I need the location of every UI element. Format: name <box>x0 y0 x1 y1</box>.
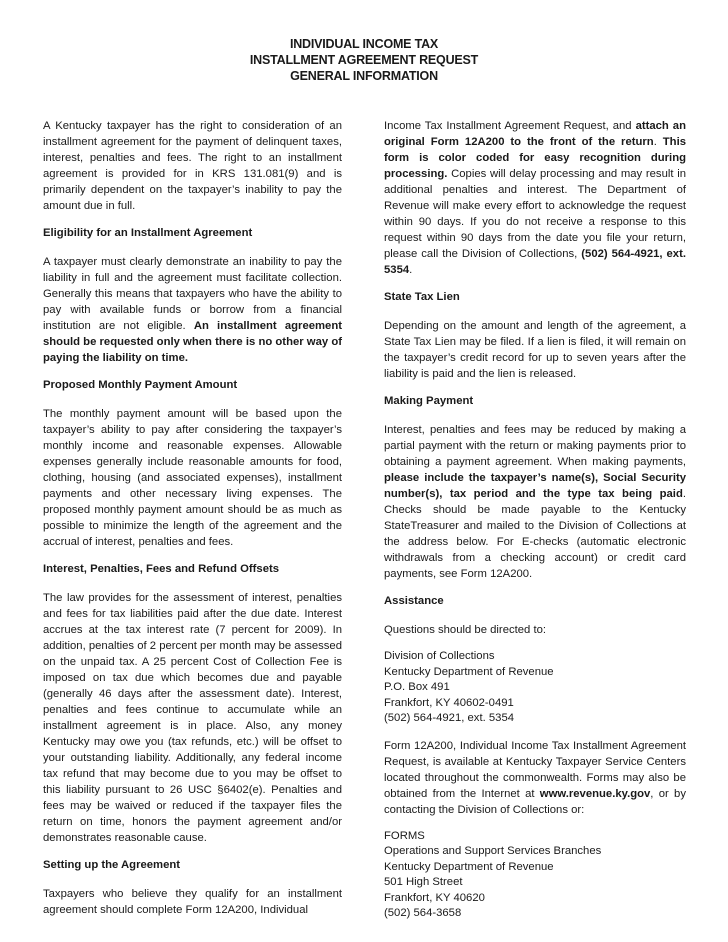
continued-text-d: Copies will delay processing and may result in additional penalties and interest. The Department of Revenue will make every effort to acknowledge the request within 90 days. If you do not receive a response to this request within 90 days from the date you file your return, please call the Division of Collections, <box>384 168 686 260</box>
left-column <box>43 118 342 929</box>
address-line: Frankfort, KY 40602-0491 <box>384 696 514 709</box>
address-line: FORMS <box>384 829 425 842</box>
header-title-line1: INDIVIDUAL INCOME TAX <box>289 37 439 51</box>
setup-heading: Setting up the Agreement <box>43 859 181 871</box>
address-line: Kentucky Department of Revenue <box>384 665 554 678</box>
header-title-line2: INSTALLMENT AGREEMENT REQUEST <box>249 53 479 67</box>
continued-bold-a: attach an original Form 12A200 to the front of the return <box>384 120 686 148</box>
payment-amount-paragraph: The monthly payment amount will be based upon the taxpayer’s ability to pay after considering the taxpayer’s monthly income and reasonable expenses. Allowable expenses generally include reasonable amounts for food, clothing, housing (and associated expenses), installment payments and other necessary living expenses. The proposed monthly payment amount should be as much as possible to minimize the length of the agreement and the accrual of interest, penalties and fees. <box>43 408 342 548</box>
form-availability-paragraph <box>384 738 686 818</box>
continued-text-a: Income Tax Installment Agreement Request, and <box>384 120 632 132</box>
continued-paragraph <box>384 118 686 278</box>
interest-heading: Interest, Penalties, Fees and Refund Offsets <box>43 563 280 575</box>
eligibility-text: A taxpayer must clearly demonstrate an inability to pay the liability in full and the agreement must facilitate collection. Generally this means that taxpayers who have the ability to pay with available funds or borrow from a financial institution are not eligible. <box>43 256 342 332</box>
continued-bold-b: This form is color coded for easy recognition during processing. <box>384 136 686 180</box>
continued-text-c: . <box>653 136 663 148</box>
making-payment-text-a: Interest, penalties and fees may be reduced by making a partial payment with the return or making payments prior to obtaining a payment agreement. When making payments, <box>384 424 686 468</box>
eligibility-heading: Eligibility for an Installment Agreement <box>43 227 253 239</box>
eligibility-bold-text: An installment agreement should be requested only when there is no other way of paying the liability on time. <box>43 320 343 364</box>
address-line: Operations and Support Services Branches <box>384 845 602 857</box>
making-payment-paragraph <box>384 422 686 582</box>
assistance-paragraph: Questions should be directed to: <box>384 624 547 636</box>
document-header <box>0 36 728 84</box>
collections-address <box>384 649 686 727</box>
address-line: P.O. Box 491 <box>384 681 450 693</box>
form-availability-text-b: , or by contacting the Division of Collections or: <box>384 787 686 816</box>
intro-paragraph: A Kentucky taxpayer has the right to consideration of an installment agreement for the payment of delinquent taxes, interest, penalties and fees. The right to an installment agreement is provided for in KRS 131.081(9) and is primarily dependent on the taxpayer’s inability to pay the amount due in full. <box>43 120 342 212</box>
making-payment-bold: please include the taxpayer’s name(s), Social Security number(s), tax period and the type tax being paid <box>384 472 686 500</box>
lien-paragraph: Depending on the amount and length of the agreement, a State Tax Lien may be filed. If a lien is filed, it will remain on the taxpayer’s credit record for up to seven years after the liability is paid and the lien is released. <box>384 320 686 380</box>
continued-text-e: . <box>409 264 413 276</box>
payment-amount-heading: Proposed Monthly Payment Amount <box>43 379 238 391</box>
forms-address <box>384 829 686 922</box>
address-line: 501 High Street <box>384 876 463 888</box>
setup-paragraph: Taxpayers who believe they qualify for an installment agreement should complete Form 12A200, Individual <box>43 888 342 916</box>
address-line: Kentucky Department of Revenue <box>384 860 554 873</box>
header-title-line3: GENERAL INFORMATION <box>290 69 438 83</box>
address-line: (502) 564-4921, ext. 5354 <box>384 712 515 724</box>
form-availability-text-a: Form 12A200, Individual Income Tax Installment Agreement Request, is available at Kentucky Taxpayer Service Centers located throughout the commonwealth. Forms may also be obtained from the Internet at <box>384 739 686 800</box>
making-payment-text-b: . Checks should be made payable to the Kentucky StateTreasurer and mailed to the Division of Collections at the address below. For E-checks (automatic electronic withdrawals from a checking account) or credit card payments, see Form 12A200. <box>384 488 686 580</box>
address-line: Frankfort, KY 40620 <box>384 891 485 904</box>
assistance-heading: Assistance <box>384 595 444 607</box>
right-column <box>384 118 686 933</box>
revenue-website-link[interactable]: www.revenue.ky.gov <box>539 787 651 800</box>
address-line: Division of Collections <box>384 650 495 662</box>
collections-phone: (502) 564-4921, ext. 5354 <box>384 248 686 276</box>
address-line: (502) 564-3658 <box>384 907 462 919</box>
lien-heading: State Tax Lien <box>384 291 460 303</box>
eligibility-paragraph <box>43 254 342 366</box>
making-payment-heading: Making Payment <box>384 395 474 407</box>
interest-paragraph: The law provides for the assessment of interest, penalties and fees for tax liabilities paid after the due date. Interest accrues at the tax interest rate (7 percent for 2009). In addition, penalties of 2 percent per month may be assessed on the unpaid tax. A 25 percent Cost of Collection Fee is imposed on tax due which becomes due and payable (generally 46 days after the assessment date). Interest, penalties and fees continue to accumulate while an installment agreement is in place. Also, any money Kentucky may owe you (tax refunds, etc.) will be offset to your outstanding liability. Additionally, any federal income tax refund that may become due to you may be offset to this liability pursuant to 26 USC §6402(e). Penalties and fees may be waived or reduced if the taxpayer files the return on time, honors the payment agreement and/or demonstrates reasonable cause. <box>43 592 342 844</box>
